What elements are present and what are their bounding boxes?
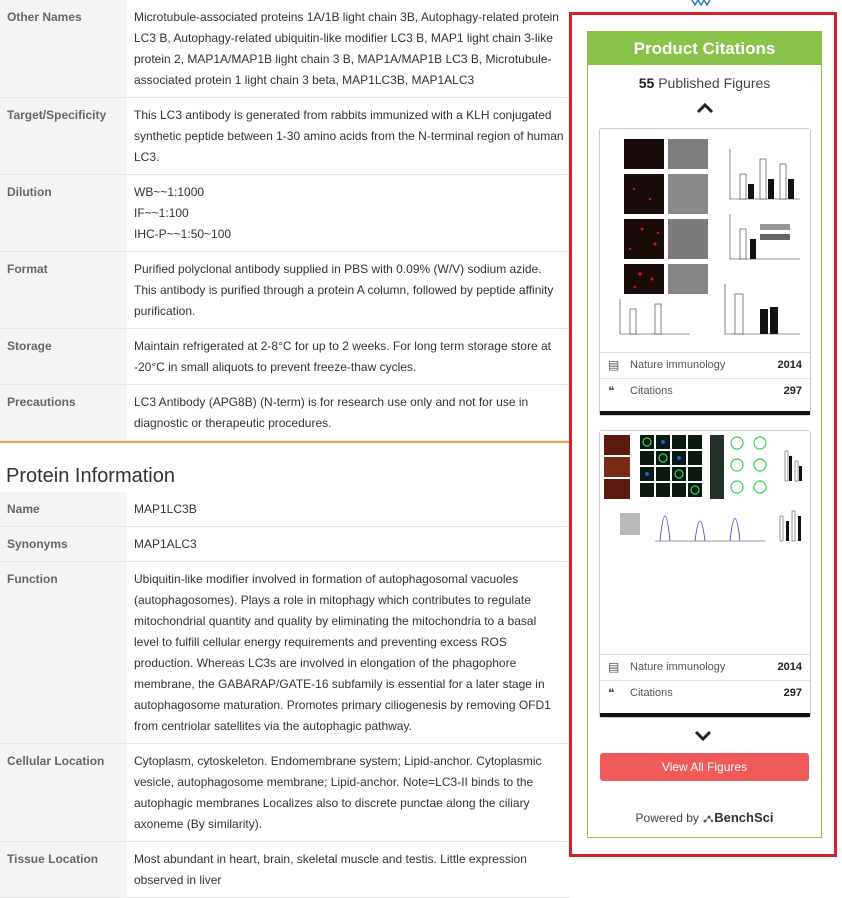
citations-row: [600, 378, 810, 404]
spec-row: [0, 385, 570, 441]
spec-row: [0, 842, 570, 898]
citations-row: [600, 680, 810, 706]
spec-value: Purified polyclonal antibody supplied in PBS with 0.09% (W/V) sodium azide. This antibody is purified through a protein A column, followed by peptide affinity purification.: [127, 252, 570, 329]
newspaper-icon: ▤: [608, 358, 620, 372]
spec-key: Function: [0, 562, 127, 744]
spec-value: This LC3 antibody is generated from rabbits immunized with a KLH conjugated synthetic peptide between 1-30 amino acids from the N-terminal region of human LC3.: [127, 98, 570, 175]
spec-value: Maintain refrigerated at 2-8°C for up to 2 weeks. For long term storage store at -20°C in small aliquots to prevent freeze-thaw cycles.: [127, 329, 570, 385]
spec-row: [0, 175, 570, 252]
figure-count: 55: [638, 75, 655, 91]
spec-key: Precautions: [0, 385, 127, 441]
citations-label: Citations: [630, 385, 673, 397]
citations-count: 297: [783, 385, 802, 397]
view-all-figures-button[interactable]: View All Figures: [600, 753, 809, 781]
spec-value: WB~~1:1000 IF~~1:100 IHC-P~~1:50~100: [127, 175, 570, 252]
spec-row: [0, 562, 570, 744]
spec-key: Tissue Location: [0, 842, 127, 898]
protein-info-heading: Protein Information: [6, 465, 175, 487]
card-bottom-bar: [600, 411, 810, 415]
journal-row: [600, 654, 810, 680]
citation-meta: [600, 654, 810, 706]
journal-name: Nature immunology: [630, 359, 726, 371]
powered-by[interactable]: [588, 810, 821, 825]
journal-name: Nature immunology: [630, 661, 726, 673]
powered-by-label: Powered by: [635, 811, 699, 825]
journal-year: 2014: [777, 661, 802, 673]
figure-thumbnail[interactable]: [600, 431, 810, 644]
chevron-up-icon[interactable]: [588, 99, 821, 117]
spec-key: Name: [0, 492, 127, 527]
spec-value: Most abundant in heart, brain, skeletal muscle and testis. Little expression observed in liver: [127, 842, 570, 898]
spec-row: [0, 0, 570, 98]
citation-card[interactable]: [599, 430, 811, 718]
journal-year: 2014: [777, 359, 802, 371]
section-divider: [0, 441, 570, 443]
widget-title: Product Citations: [588, 32, 821, 65]
spec-row: [0, 98, 570, 175]
spec-value: Microtubule-associated proteins 1A/1B light chain 3B, Autophagy-related protein LC3 B, Autophagy-related ubiquitin-like modifier LC3 B, MAP1 light chain 3-like protein 2, MAP1A/MAP1B light chain 3 B, MAP1A/MAP1B LC3 B, Microtubule-associated protein 1 light chain 3 beta, MAP1LC3B, MAP1ALC3: [127, 0, 570, 98]
published-figures-count: [588, 75, 821, 91]
benchsci-logo-icon: [702, 813, 714, 825]
protein-table: [0, 492, 570, 898]
spec-value: LC3 Antibody (APG8B) (N-term) is for research use only and not for use in diagnostic or therapeutic procedures.: [127, 385, 570, 441]
spec-key: Format: [0, 252, 127, 329]
spec-row: [0, 252, 570, 329]
card-bottom-bar: [600, 713, 810, 717]
spec-value: MAP1LC3B: [127, 492, 570, 527]
spec-key: Other Names: [0, 0, 127, 98]
spec-table: [0, 0, 570, 441]
spec-value: MAP1ALC3: [127, 527, 570, 562]
quote-icon: ❝: [608, 686, 615, 700]
spec-row: [0, 492, 570, 527]
figure-thumbnail[interactable]: [600, 129, 810, 342]
quote-icon: ❝: [608, 384, 615, 398]
spec-key: Target/Specificity: [0, 98, 127, 175]
spec-value: Ubiquitin-like modifier involved in formation of autophagosomal vacuoles (autophagosomes). Plays a role in mitophagy which contributes to regulate mitochondrial quantity and quality by eliminating the mitochondria to a basal level to fulfill cellular energy requirements and preventing excess ROS production. Whereas LC3s are involved in elongation of the phagophore membrane, the GABARAP/GATE-16 subfamily is essential for a later stage in autophagosome maturation. Promotes primary ciliogenesis by removing OFD1 from centriolar satellites via the autophagic pathway.: [127, 562, 570, 744]
spec-key: Dilution: [0, 175, 127, 252]
spec-row: [0, 329, 570, 385]
logo-fragment-icon: [690, 0, 720, 6]
journal-row: [600, 352, 810, 378]
figure-count-label: Published Figures: [658, 75, 771, 91]
spec-value: Cytoplasm, cytoskeleton. Endomembrane system; Lipid-anchor. Cytoplasmic vesicle, autophagosome membrane; Lipid-anchor. Note=LC3-II binds to the autophagic membranes Localizes also to discrete punctae along the ciliary axoneme (By similarity).: [127, 744, 570, 842]
spec-key: Storage: [0, 329, 127, 385]
spec-row: [0, 744, 570, 842]
newspaper-icon: ▤: [608, 660, 620, 674]
citation-meta: [600, 352, 810, 404]
citations-count: 297: [783, 687, 802, 699]
citation-card[interactable]: [599, 128, 811, 416]
spec-key: Synonyms: [0, 527, 127, 562]
spec-key: Cellular Location: [0, 744, 127, 842]
citations-label: Citations: [630, 687, 673, 699]
spec-row: [0, 527, 570, 562]
chevron-down-icon[interactable]: [688, 727, 718, 745]
brand-name: BenchSci: [714, 810, 774, 825]
